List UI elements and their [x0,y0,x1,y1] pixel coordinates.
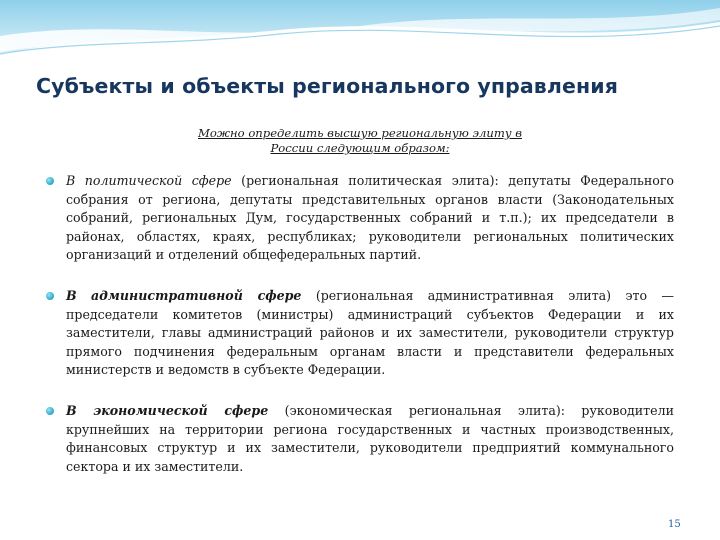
intro-line-2: России следующим образом: [270,141,450,155]
slide-title: Субъекты и объекты регионального управления [36,74,618,98]
page-number: 15 [668,519,681,530]
bullet-item-economic [46,402,674,476]
bullet-dot-icon [46,292,54,300]
bullet-keyword: экономической сфере [93,402,269,418]
header-wave-decoration [0,0,720,80]
bullet-item-political [46,172,674,265]
bullet-text: (региональная административная элита) это — председатели комитетов (министры) администраций субъектов Федерации и их заместители, главы администраций районов и их заместители, руководители структур прямого подчинения федеральным органам власти и представители федеральных министерств и ведомств в субъекте Федерации. [66,287,674,378]
bullet-text: (экономическая региональная элита): руководители крупнейших на территории региона государственных и частных производственных, финансовых структур и их заместители, руководители предприятий коммунального сектора и их заместители. [66,402,674,474]
bullet-dot-icon [46,177,54,185]
bullet-prefix: В [66,287,77,303]
intro-line-1: Можно определить высшую региональную элиту в [198,126,522,140]
intro-text [150,126,570,156]
bullet-prefix: В [66,402,77,418]
bullet-keyword: административной сфере [91,287,302,303]
bullet-keyword: политической сфере [84,173,232,188]
bullet-list [46,172,674,498]
bullet-text: (региональная политическая элита): депутаты Федерального собрания от региона, депутаты представительных органов власти (Законодательных собраний, региональных Дум, государственных собраний и т.п.); их председатели в районах, областях, краях, республиках; руководители региональных политических организаций и отделений общефедеральных партий. [66,173,675,263]
bullet-dot-icon [46,407,54,415]
bullet-item-administrative [46,287,674,380]
bullet-prefix: В [66,173,76,188]
